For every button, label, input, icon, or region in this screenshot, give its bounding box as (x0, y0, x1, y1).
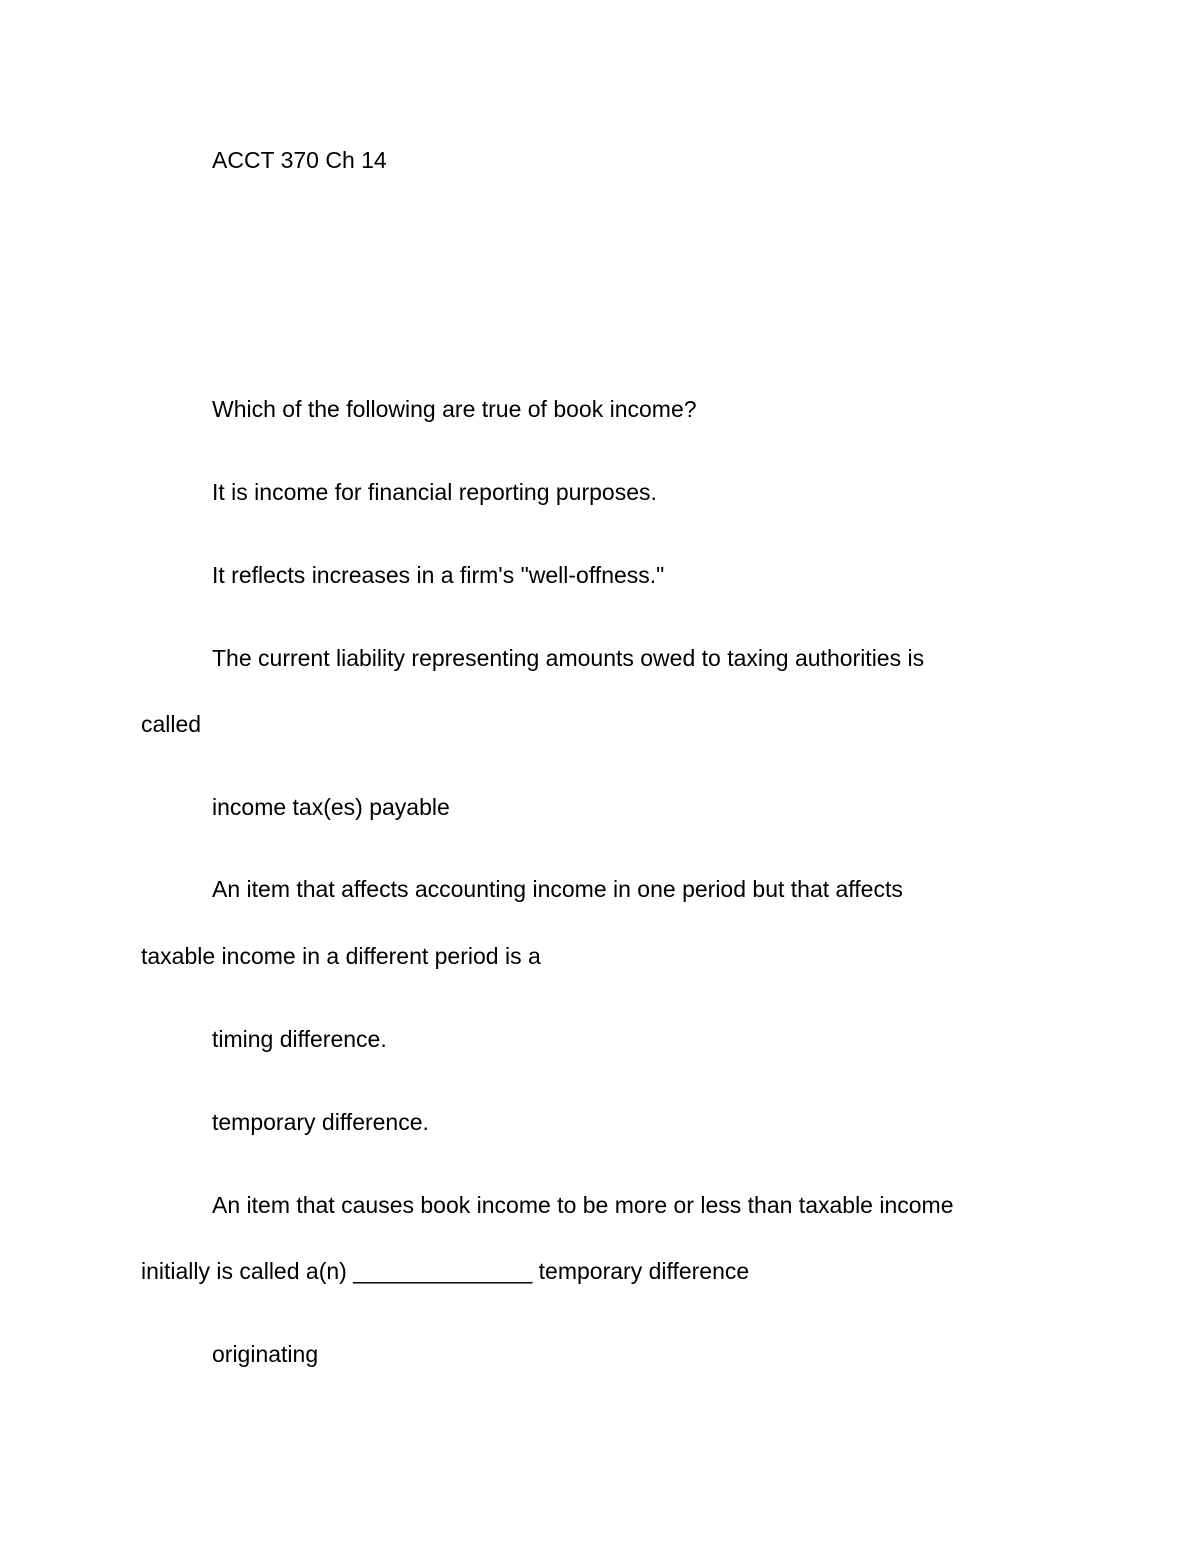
answer-1a: It is income for financial reporting purposes. (212, 479, 657, 505)
question-2-line-1: The current liability representing amounts owed to taxing authorities is (212, 645, 925, 671)
answer-1b: It reflects increases in a firm's "well-offness." (212, 562, 665, 588)
answer-3b: temporary difference. (212, 1109, 429, 1135)
question-3-line-2: taxable income in a different period is a (141, 943, 541, 969)
answer-3a: timing difference. (212, 1026, 387, 1052)
question-4-line-1: An item that causes book income to be more or less than taxable income (212, 1192, 954, 1218)
question-2-line-2: called (141, 711, 202, 737)
answer-2: income tax(es) payable (212, 794, 450, 820)
answer-4: originating (212, 1341, 319, 1367)
question-1: Which of the following are true of book income? (212, 396, 697, 422)
question-4-line-2: initially is called a(n) ______________ temporary difference (141, 1258, 750, 1284)
document-title: ACCT 370 Ch 14 (212, 147, 387, 173)
question-3-line-1: An item that affects accounting income in one period but that affects (212, 876, 903, 902)
